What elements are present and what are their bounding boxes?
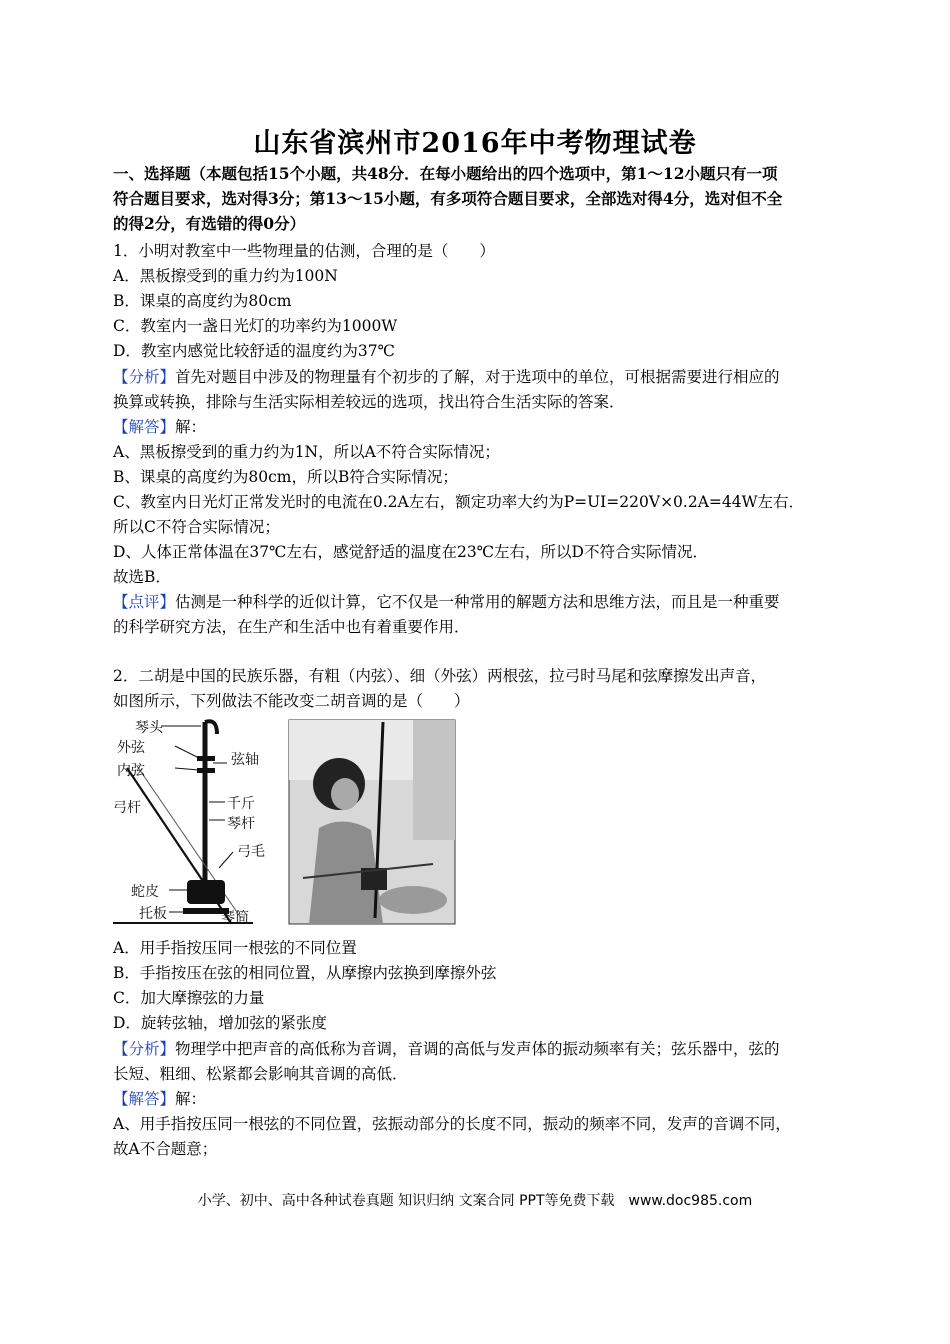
label-xianzhou: 弦轴 bbox=[231, 752, 259, 768]
q1-answer-d: D、人体正常体温在37℃左右，感觉舒适的温度在23℃左右，所以D不符合实际情况． bbox=[113, 543, 708, 561]
q2-option-c: C．加大摩擦弦的力量 bbox=[113, 989, 265, 1007]
q2-analysis-text: 物理学中把声音的高低称为音调，音调的高低与发声体的振动频率有关；弦乐器中，弦的 bbox=[175, 1040, 780, 1058]
label-tuoban: 托板 bbox=[139, 906, 167, 922]
q1-choice: 故选B． bbox=[113, 568, 171, 586]
q1-comment-text: 估测是一种科学的近似计算，它不仅是一种常用的解题方法和思维方法，而且是一种重要 bbox=[175, 593, 780, 611]
q2-answer-head-text: 解： bbox=[175, 1090, 207, 1108]
q1-analysis-text: 首先对题目中涉及的物理量有个初步的了解，对于选项中的单位，可根据需要进行相应的 bbox=[175, 368, 780, 386]
q1-analysis-line-1 bbox=[113, 366, 843, 388]
section-header-line-1: 一、选择题（本题包括15个小题，共48分．在每小题给出的四个选项中，第1～12小题只有一项 bbox=[113, 164, 778, 183]
q2-option-b: B．手指按压在弦的相同位置，从摩擦内弦换到摩擦外弦 bbox=[113, 964, 497, 982]
answer-tag: 【解答】 bbox=[113, 1090, 176, 1108]
q2-analysis-line-1 bbox=[113, 1038, 843, 1060]
label-qintong: 琴筒 bbox=[221, 910, 249, 926]
q1-answer-a: A、黑板擦受到的重力约为1N，所以A不符合实际情况； bbox=[113, 443, 500, 461]
section-header-line-3: 的得2分，有选错的得0分） bbox=[113, 214, 306, 233]
q2-answer-a-line-1: A、用手指按压同一根弦的不同位置，弦振动部分的长度不同，振动的频率不同，发声的音调不同， bbox=[113, 1115, 791, 1133]
q1-comment-line-2: 的科学研究方法，在生产和生活中也有着重要作用． bbox=[113, 618, 470, 636]
analysis-tag: 【分析】 bbox=[113, 368, 176, 386]
label-qingan: 琴杆 bbox=[227, 816, 255, 832]
q1-option-a: A．黑板擦受到的重力约为100N bbox=[113, 267, 338, 285]
erhu-figure bbox=[113, 718, 456, 926]
label-shepi: 蛇皮 bbox=[131, 884, 159, 900]
page-footer: 小学、初中、高中各种试卷真题 知识归纳 文案合同 PPT等免费下载 www.doc985.com bbox=[197, 1193, 753, 1209]
q2-option-d: D．旋转弦轴，增加弦的紧张度 bbox=[113, 1014, 327, 1032]
q1-option-d: D．教室内感觉比较舒适的温度约为37℃ bbox=[113, 342, 395, 360]
erhu-diagram bbox=[113, 719, 265, 926]
q2-option-a: A．用手指按压同一根弦的不同位置 bbox=[113, 939, 357, 957]
q1-analysis-line-2: 换算或转换，排除与生活实际相差较远的选项，找出符合生活实际的答案． bbox=[113, 393, 625, 411]
q1-answer-c-line-1: C、教室内日光灯正常发光时的电流在0.2A左右，额定功率大约为P=UI=220V×0.2A=44W左右． bbox=[113, 493, 805, 511]
q1-answer-head-text: 解： bbox=[175, 418, 207, 436]
q1-option-c: C．教室内一盏日光灯的功率约为1000W bbox=[113, 317, 398, 335]
q2-answer-a-line-2: 故A不合题意； bbox=[113, 1140, 218, 1158]
label-waixian: 外弦 bbox=[117, 740, 145, 756]
label-qianjin: 千斤 bbox=[227, 796, 255, 812]
label-gonggan: 弓杆 bbox=[113, 800, 141, 816]
q1-option-b: B．课桌的高度约为80cm bbox=[113, 292, 292, 310]
q1-stem: 1．小明对教室中一些物理量的估测，合理的是（ ） bbox=[113, 242, 495, 260]
answer-tag: 【解答】 bbox=[113, 418, 176, 436]
erhu-player-photo bbox=[289, 720, 455, 924]
q1-answer-c-line-2: 所以C不符合实际情况； bbox=[113, 518, 280, 536]
q1-answer-b: B、课桌的高度约为80cm，所以B符合实际情况； bbox=[113, 468, 458, 486]
page-title: 山东省滨州市2016年中考物理试卷 bbox=[253, 128, 697, 159]
label-gongmao: 弓毛 bbox=[237, 844, 265, 860]
section-header-line-2: 符合题目要求，选对得3分；第13～15小题，有多项符合题目要求，全部选对得4分，选对但不全 bbox=[113, 189, 783, 208]
q1-answer-head bbox=[113, 416, 843, 438]
label-neixian: 内弦 bbox=[117, 763, 145, 779]
q2-analysis-line-2: 长短、粗细、松紧都会影响其音调的高低． bbox=[113, 1065, 408, 1083]
q2-answer-head bbox=[113, 1088, 843, 1110]
analysis-tag: 【分析】 bbox=[113, 1040, 176, 1058]
q2-stem-line-2: 如图所示，下列做法不能改变二胡音调的是（ ） bbox=[113, 692, 470, 710]
erhu-diagram-and-photo bbox=[113, 718, 456, 926]
q2-stem-line-1: 2．二胡是中国的民族乐器，有粗（内弦）、细（外弦）两根弦，拉弓时马尾和弦摩擦发出声音， bbox=[113, 667, 767, 685]
q1-comment-line-1 bbox=[113, 591, 843, 613]
label-qintou: 琴头 bbox=[135, 720, 163, 736]
comment-tag: 【点评】 bbox=[113, 593, 176, 611]
